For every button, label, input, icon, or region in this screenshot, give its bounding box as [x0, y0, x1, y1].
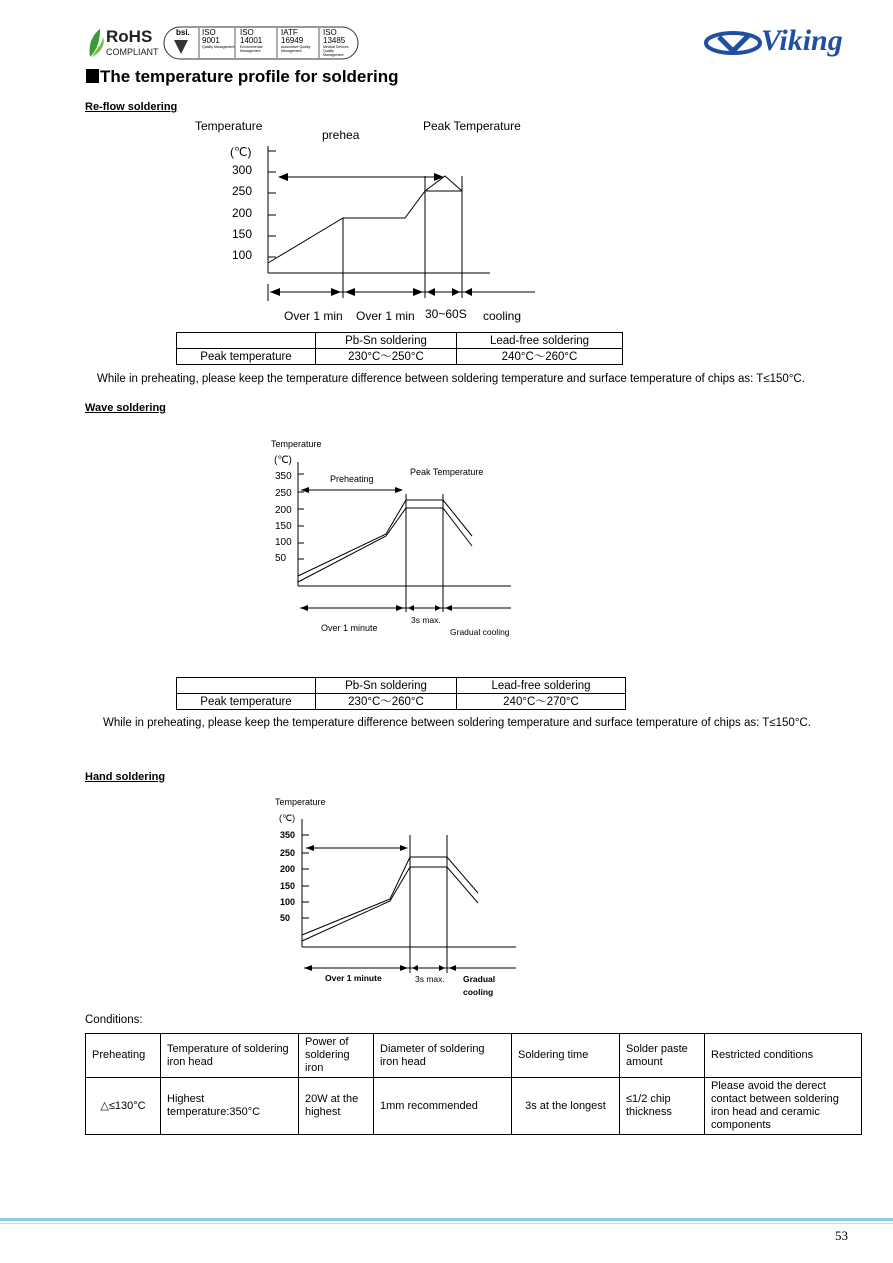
wave-heading: Wave soldering — [85, 402, 166, 414]
wave-peak-label: Peak Temperature — [410, 467, 484, 477]
cond-header-paste: Solder paste amount — [620, 1034, 705, 1078]
bsi-text: bsi. — [176, 28, 190, 37]
reflow-peak-table — [176, 332, 623, 365]
wave-ytick-200: 200 — [275, 505, 292, 516]
reflow-chart — [180, 116, 560, 328]
reflow-preheat-label: prehea — [322, 128, 360, 142]
reflow-heading: Re-flow soldering — [85, 101, 178, 113]
reflow-duration-4: cooling — [483, 309, 522, 323]
rohs-text: RoHS — [106, 27, 153, 46]
reflow-unit: (℃) — [230, 145, 252, 159]
wave-unit: (℃) — [274, 455, 292, 466]
reflow-table-row-label: Peak temperature — [177, 349, 316, 365]
reflow-duration-2: Over 1 min — [356, 309, 415, 323]
reflow-duration-1: Over 1 min — [284, 309, 343, 323]
kitemark-icon — [174, 40, 188, 54]
conditions-table — [85, 1033, 862, 1135]
cond-value-power: 20W at the highest — [299, 1078, 374, 1135]
reflow-table-corner — [177, 333, 316, 349]
cond-header-restricted: Restricted conditions — [705, 1034, 862, 1078]
reflow-ytick-100: 100 — [232, 248, 253, 262]
wave-ylabel: Temperature — [271, 439, 322, 449]
wave-chart — [268, 436, 518, 642]
hand-profile-lower — [302, 867, 478, 941]
cert-iatf-16949: IATF 16949 Automotive Quality Management — [281, 28, 311, 53]
cond-header-diameter: Diameter of soldering iron head — [374, 1034, 512, 1078]
reflow-table-header-pbsn: Pb-Sn soldering — [316, 333, 457, 349]
viking-logo — [703, 24, 853, 62]
eye-logo-icon — [703, 28, 765, 62]
reflow-ytick-300: 300 — [232, 163, 253, 177]
page-title: The temperature profile for soldering — [100, 67, 399, 86]
hand-duration-3: Gradual — [463, 974, 496, 984]
hand-heading: Hand soldering — [85, 771, 166, 783]
hand-ytick-350: 350 — [280, 830, 296, 840]
reflow-peak-label: Peak Temperature — [423, 119, 521, 133]
wave-table-leadfree-value: 240°C～270°C — [457, 694, 626, 710]
reflow-ytick-250: 250 — [232, 184, 253, 198]
wave-profile-lower — [298, 508, 472, 582]
reflow-table-pbsn-value: 230°C～250°C — [316, 349, 457, 365]
cond-header-power: Power of soldering iron — [299, 1034, 374, 1078]
wave-note: While in preheating, please keep the temperature difference between soldering temperature and surface temperature of chips as: T≤150°C. — [103, 717, 811, 729]
hand-ylabel: Temperature — [275, 797, 326, 807]
certification-badges — [163, 26, 359, 60]
cond-value-time: 3s at the longest — [512, 1078, 620, 1135]
conditions-label: Conditions: — [85, 1014, 143, 1026]
cert-iso-14001: ISO 14001 Environmental Management — [240, 28, 263, 53]
reflow-table-header-leadfree: Lead-free soldering — [457, 333, 623, 349]
cond-value-iron-temp: Highest temperature:350°C — [161, 1078, 299, 1135]
reflow-ytick-200: 200 — [232, 206, 253, 220]
wave-table-row-label: Peak temperature — [177, 694, 316, 710]
reflow-duration-3: 30~60S — [425, 307, 467, 321]
wave-ytick-150: 150 — [275, 521, 292, 532]
cond-value-preheating: △≤130°C — [86, 1078, 161, 1135]
hand-chart — [274, 795, 524, 1000]
reflow-note: While in preheating, please keep the temperature difference between soldering temperature and surface temperature of chips as: T≤150°C. — [97, 373, 805, 385]
wave-duration-2: 3s max. — [411, 615, 441, 625]
reflow-table-leadfree-value: 240°C～260°C — [457, 349, 623, 365]
footer-rule — [0, 1218, 893, 1221]
wave-ytick-50: 50 — [275, 553, 287, 564]
cond-header-time: Soldering time — [512, 1034, 620, 1078]
cond-header-preheating: Preheating — [86, 1034, 161, 1078]
wave-ytick-350: 350 — [275, 471, 292, 482]
wave-ytick-100: 100 — [275, 537, 292, 548]
wave-duration-3: Gradual cooling — [450, 627, 510, 637]
cond-header-iron-temp: Temperature of soldering iron head — [161, 1034, 299, 1078]
hand-profile-upper — [302, 857, 478, 935]
rohs-logo — [86, 27, 158, 59]
hand-ytick-100: 100 — [280, 897, 296, 907]
brand-name: Viking — [761, 24, 843, 57]
reflow-ytick-150: 150 — [232, 227, 253, 241]
hand-ytick-150: 150 — [280, 881, 296, 891]
reflow-profile-curve — [268, 176, 462, 263]
hand-duration-2: 3s max. — [415, 974, 445, 984]
cond-value-paste: ≤1/2 chip thickness — [620, 1078, 705, 1135]
cert-iso-9001: ISO 9001 Quality Management — [202, 28, 235, 49]
reflow-ylabel: Temperature — [195, 119, 263, 133]
hand-duration-4: cooling — [463, 987, 494, 997]
wave-table-header-pbsn: Pb-Sn soldering — [316, 678, 457, 694]
rohs-sub-text: COMPLIANT — [106, 47, 159, 57]
hand-unit: (℃) — [279, 813, 296, 823]
cert-iso-13485: ISO 13485 Medical Devices Quality Management — [323, 28, 349, 57]
cond-value-diameter: 1mm recommended — [374, 1078, 512, 1135]
wave-table-corner — [177, 678, 316, 694]
hand-ytick-200: 200 — [280, 864, 296, 874]
wave-table-pbsn-value: 230°C～260°C — [316, 694, 457, 710]
wave-peak-table — [176, 677, 626, 710]
cond-value-restricted: Please avoid the derect contact between soldering iron head and ceramic components — [705, 1078, 862, 1135]
wave-table-header-leadfree: Lead-free soldering — [457, 678, 626, 694]
footer-rule-thin — [0, 1223, 893, 1224]
wave-ytick-250: 250 — [275, 488, 292, 499]
title-square-icon — [86, 69, 99, 83]
wave-preheat-label: Preheating — [330, 474, 374, 484]
hand-ytick-250: 250 — [280, 848, 296, 858]
wave-duration-1: Over 1 minute — [321, 623, 378, 633]
page-number: 53 — [835, 1228, 848, 1243]
hand-ytick-50: 50 — [280, 913, 291, 923]
hand-duration-1: Over 1 minute — [325, 973, 382, 983]
